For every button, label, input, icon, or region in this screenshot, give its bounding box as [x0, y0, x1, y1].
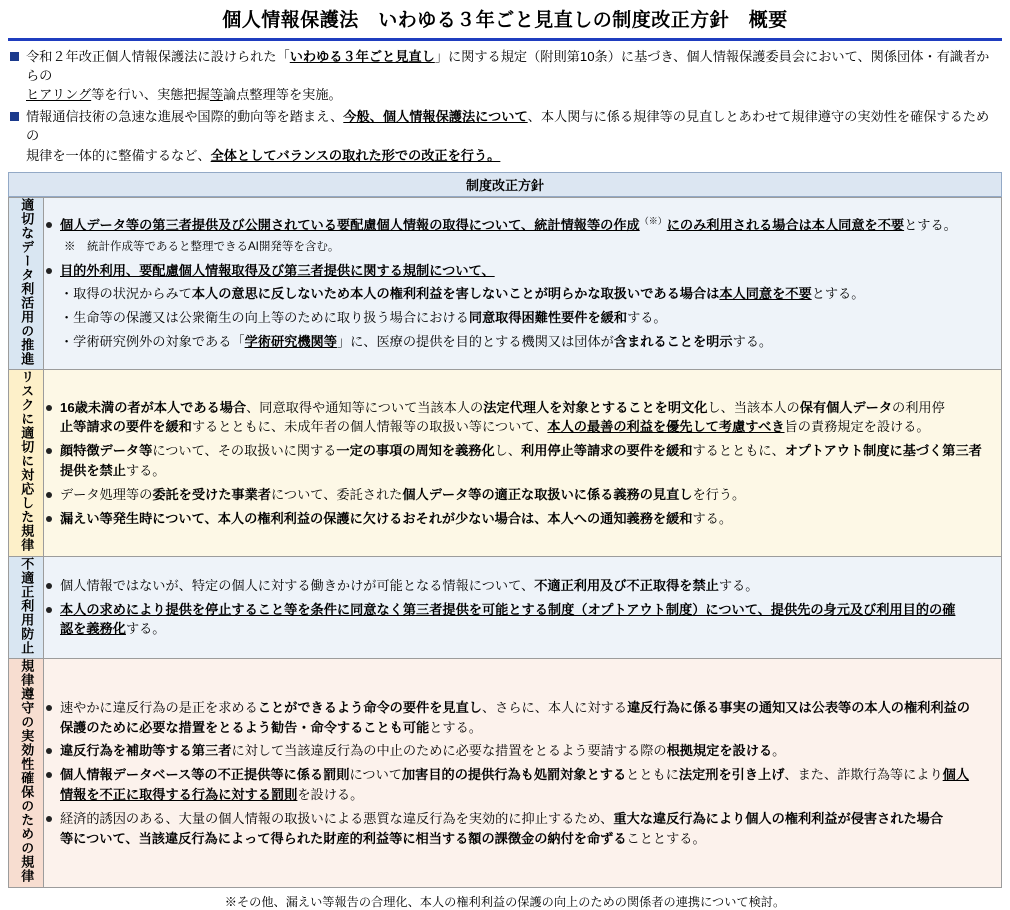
category-cell-3: [9, 556, 44, 659]
list-item: 16歳未満の者が本人である場合、同意取得や通知等について当該本人の法定代理人を対象とすることを明文化し、当該本人の保有個人データの利用停 止等請求の要件を緩和するとともに、未成年者の個人情報等の取扱い等について、本人の最善の利益を優先して考慮すべき旨の責務規定を設ける。: [44, 398, 1001, 438]
list-item: 違反行為を補助等する第三者に対して当該違反行為の中止のために必要な措置をとるよう要請する際の根拠規定を設ける。: [44, 741, 1001, 761]
table-row: [9, 370, 1002, 557]
policy-cell-4: [44, 659, 1002, 888]
policy-item-list: [44, 576, 1001, 639]
item-note: ※ 統計作成等であると整理できるAI開発等を含む。: [64, 241, 340, 254]
category-label: 不適正利用防止: [19, 556, 35, 655]
list-item: 漏えい等発生時について、本人の権利利益の保護に欠けるおそれが少ない場合は、本人への通知義務を緩和する。: [44, 509, 1001, 529]
policy-item-list: [44, 698, 1001, 849]
intro-bullets: [8, 47, 1002, 165]
sub-item: ・学術研究例外の対象である「学術研究機関等」に、医療の提供を目的とする機関又は団体が含まれることを明示する。: [60, 333, 773, 349]
category-label: リスクに適切に対応した規律: [19, 370, 35, 553]
footer-note: ※その他、漏えい等報告の合理化、本人の権利利益の保護の向上のための関係者の連携について検討。: [224, 894, 786, 909]
list-item: 個人情報ではないが、特定の個人に対する働きかけが可能となる情報について、不適正利用及び不正取得を禁止する。: [44, 576, 1001, 596]
intro-bullet-1: [8, 47, 1002, 104]
table-row: [9, 197, 1002, 370]
square-bullet-icon: [10, 52, 19, 61]
sub-item: ・取得の状況からみて本人の意思に反しないため本人の権利利益を害しないことが明らかな取扱いである場合は本人同意を不要とする。: [60, 286, 865, 302]
table-row: [9, 659, 1002, 888]
category-label: 規律遵守の実効性確保のための規律: [19, 659, 35, 884]
list-item: 個人データ等の第三者提供及び公開されている要配慮個人情報の取得について、統計情報等の作成（※）にのみ利用される場合は本人同意を不要とする。: [44, 215, 1001, 235]
list-item: 個人情報データベース等の不正提供等に係る罰則について加害目的の提供行為も処罰対象とするとともに法定刑を引き上げ、また、詐欺行為等により個人 情報を不正に取得する行為に対する罰則を設ける。: [44, 765, 1001, 805]
title-underline: [8, 38, 1002, 41]
list-item: 顔特徴データ等について、その取扱いに関する一定の事項の周知を義務化し、利用停止等請求の要件を緩和するとともに、オプトアウト制度に基づく第三者 提供を禁止する。: [44, 441, 1001, 481]
sub-item: ・生命等の保護又は公衆衛生の向上等のために取り扱う場合における同意取得困難性要件を緩和する。: [60, 310, 667, 326]
policy-item-list: [44, 215, 1001, 352]
category-cell-1: [9, 197, 44, 370]
intro-bullet-text: 令和２年改正個人情報保護法に設けられた「いわゆる３年ごと見直し」に関する規定（附則第10条）に基づき、個人情報保護委員会において、関係団体・有識者からの ヒアリング等を行い、実態把握等論点整理等を実施。: [26, 48, 990, 103]
policy-cell-3: [44, 556, 1002, 659]
policy-item-list: [44, 398, 1001, 529]
policy-cell-2: [44, 370, 1002, 557]
title-area: [8, 6, 1002, 41]
policy-table: [8, 197, 1002, 888]
list-item: 目的外利用、要配慮個人情報取得及び第三者提供に関する規制について、: [44, 261, 1001, 281]
page-title: 個人情報保護法 いわゆる３年ごと見直しの制度改正方針 概要: [222, 10, 788, 31]
square-bullet-icon: [10, 112, 19, 121]
intro-bullet-text: 情報通信技術の急速な進展や国際的動向等を踏まえ、今般、個人情報保護法について、本人関与に係る規律等の見直しとあわせて規律遵守の実効性を確保するための 規律を一体的に整備するなど、全体としてバランスの取れた形での改正を行う。: [26, 109, 990, 163]
list-item: 本人の求めにより提供を停止すること等を条件に同意なく第三者提供を可能とする制度（オプトアウト制度）について、提供先の身元及び利用目的の確 認を義務化する。: [44, 600, 1001, 640]
list-item: 経済的誘因のある、大量の個人情報の取扱いによる悪質な違反行為を実効的に抑止するため、重大な違反行為により個人の権利利益が侵害された場合 等について、当該違反行為によって得られた財産的利益等に相当する額の課徴金の納付を命ずることとする。: [44, 809, 1001, 849]
list-item: 速やかに違反行為の是正を求めることができるよう命令の要件を見直し、さらに、本人に対する違反行為に係る事実の通知又は公表等の本人の権利利益の 保護のために必要な措置をとるよう勧告・命令することも可能とする。: [44, 698, 1001, 738]
category-cell-2: [9, 370, 44, 557]
category-cell-4: [9, 659, 44, 888]
category-label: 適切なデータ利活用の推進: [19, 197, 35, 366]
intro-bullet-2: [8, 107, 1002, 164]
table-row: [9, 556, 1002, 659]
policy-cell-1: [44, 197, 1002, 370]
section-band: 制度改正方針: [8, 172, 1002, 197]
list-item: データ処理等の委託を受けた事業者について、委託された個人データ等の適正な取扱いに係る義務の見直しを行う。: [44, 485, 1001, 505]
